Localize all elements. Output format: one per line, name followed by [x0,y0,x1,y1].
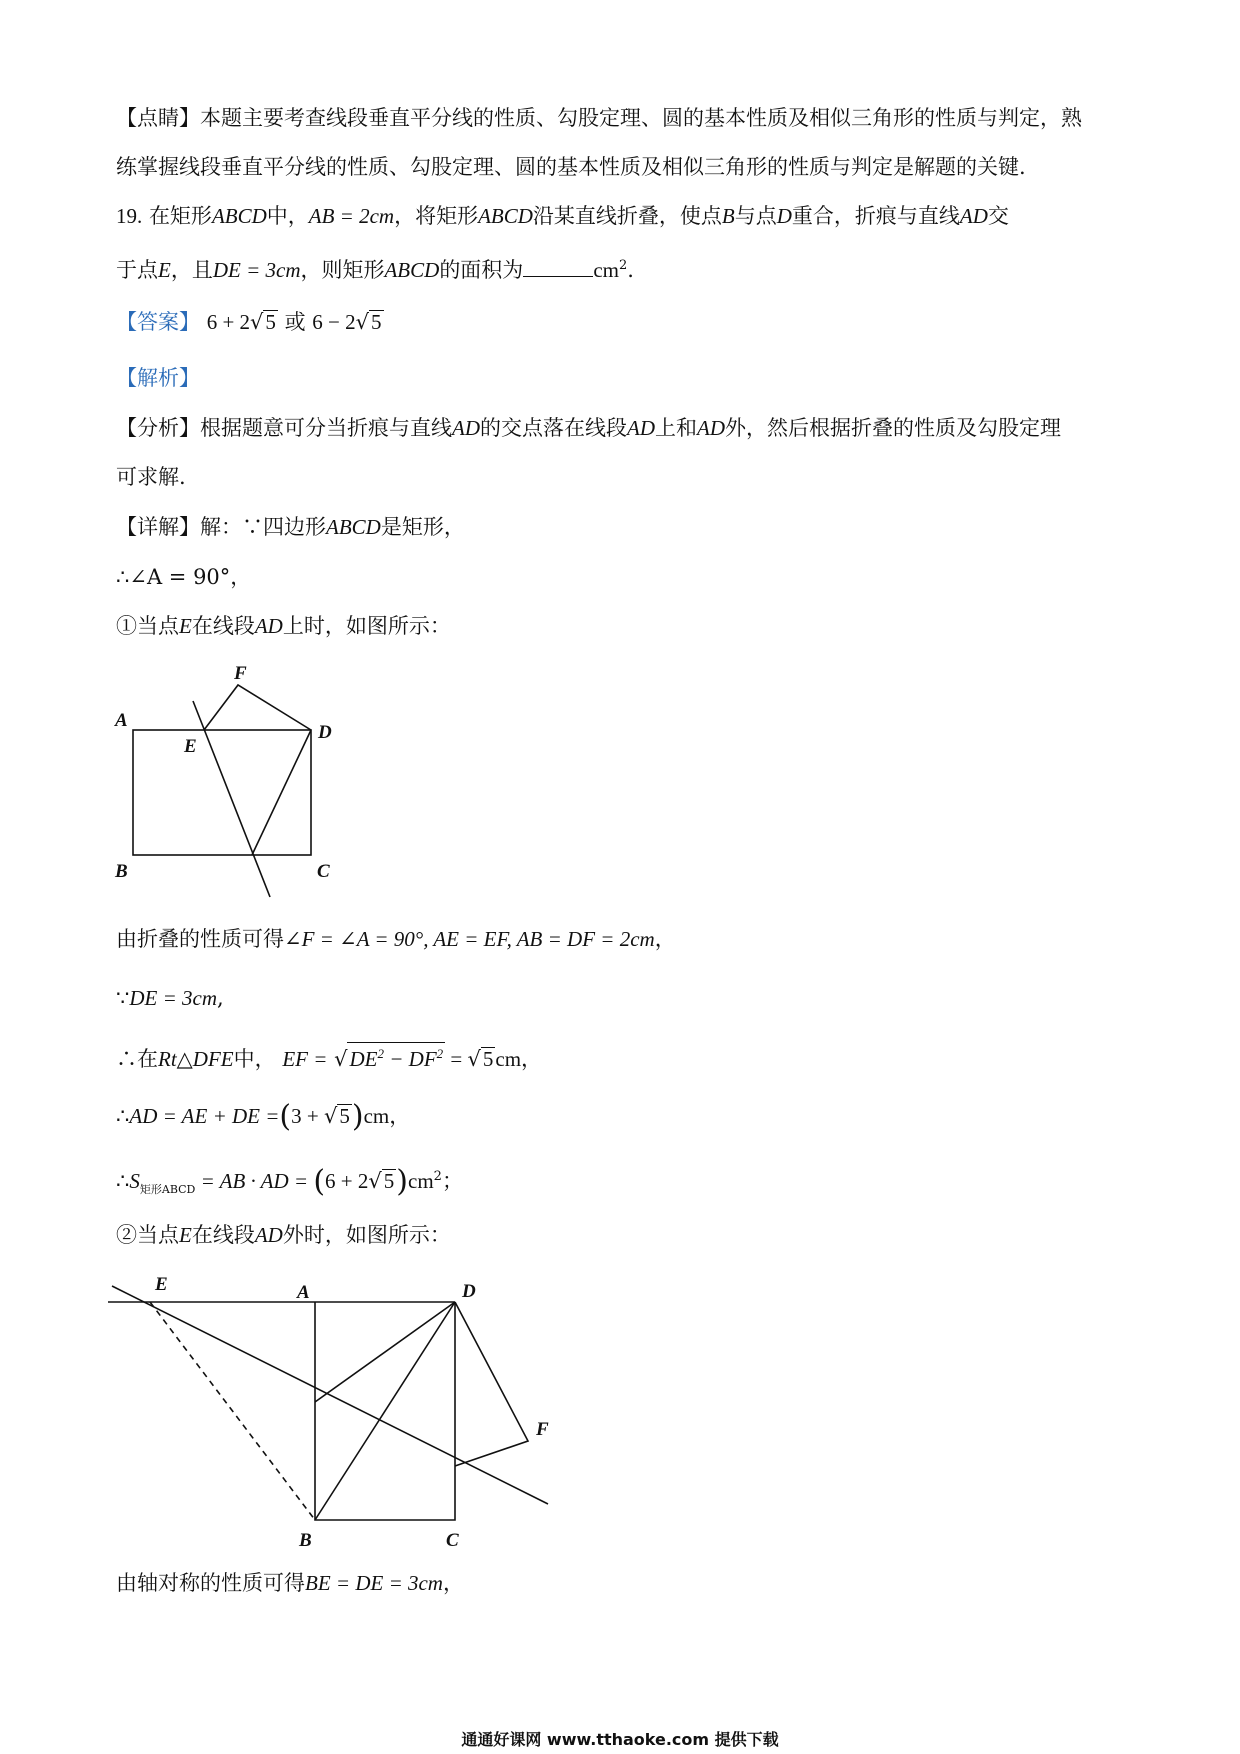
answer-blank [523,256,593,277]
area-math: = AB · AD = [195,1169,314,1193]
case-math: E [179,614,192,638]
fig2-label-B: B [299,1530,312,1551]
q19-text: ，将矩形 [394,204,479,228]
answer-line [116,307,384,337]
q19-text: . [627,258,634,282]
q19-math: B [721,204,735,228]
rt-eq: = [445,1047,468,1071]
page-footer: 通通好课网 www.tthaoke.com 提供下载 [461,1730,779,1749]
q19-text: ，且 [170,258,213,282]
fenxi-math: AD [697,416,725,440]
q19-text: 交 [987,204,1009,228]
answer-or: 或 [284,310,306,334]
superscript: 2 [436,1046,444,1061]
symmetry-text: 由轴对称的性质可得 [116,1571,305,1595]
case-2-line [116,1220,451,1250]
fig2-label-C: C [446,1530,459,1551]
rt-math: Rt△DFE [158,1047,234,1071]
superscript: 2 [618,258,628,273]
rt-line [116,1042,542,1074]
q19-text: 于点 [116,258,158,282]
radicand-part: DE [349,1047,378,1071]
fig2-label-D: D [462,1281,476,1302]
case-text: ①当点 [116,614,179,638]
de-text: ∵ [116,986,130,1010]
xiangjie-text: 是矩形， [380,515,465,539]
q19-math: DE = 3cm [212,258,301,282]
area-text: ； [441,1169,463,1193]
fig2-crease-line [112,1286,548,1504]
paren-open: ( [313,1164,326,1199]
fig1-label-C: C [317,861,330,882]
paren-open: ( [279,1099,292,1134]
q19-math: E [158,258,171,282]
fig1-rectangle [133,730,311,855]
area-text: ∴ [116,1169,130,1193]
case-math: AD [254,1223,283,1247]
q19-text: 沿某直线折叠，使点 [532,204,722,228]
rt-math: EF = [282,1047,328,1071]
radicand: 5 [482,1047,494,1071]
fenxi-tag: 【分析】 [116,416,200,440]
sqrt-icon: √ [323,1104,338,1128]
sqrt-icon: √ [250,310,264,334]
sqrt-icon: √ [355,310,370,334]
unit-cm: cm [593,258,619,282]
figure-1 [110,655,370,900]
case-text: 在线段 [191,614,255,638]
fig2-diagonal-BD [315,1302,455,1520]
answer-part-2: 6 − 2 [312,310,356,334]
dianjing-text-1: 本题主要考查线段垂直平分线的性质、勾股定理、圆的基本性质及相似三角形的性质与判定，熟 [200,106,1082,130]
fenxi-math: AD [627,416,655,440]
q19-text: ，则矩形 [300,258,385,282]
sqrt-icon: √ [368,1169,382,1193]
rt-text: ∴在 [116,1047,158,1071]
paren-close: ) [351,1099,364,1134]
ad-unit: cm， [363,1104,411,1128]
subscript: 矩形ABCD [139,1183,196,1196]
radicand: 5 [265,310,276,334]
fig1-label-A: A [115,710,128,731]
fenxi-text: 根据题意可分当折痕与直线 [200,416,452,440]
radicand: 5 [383,1169,395,1193]
xiangjie-tag: 【详解】 [116,515,200,539]
fenxi-text: 上和 [655,416,697,440]
dianjing-text-2: 练掌握线段垂直平分线的性质、勾股定理、圆的基本性质及相似三角形的性质与判定是解题的关键. [116,155,1026,179]
rt-unit: cm， [495,1047,543,1071]
question-19-line-1 [116,201,1009,231]
question-number: 19. [116,204,143,228]
answer-tag: 【答案】 [116,310,200,334]
dianjing-tag: 【点睛】 [116,106,200,130]
fenxi-math: AD [452,416,480,440]
dianjing-line-1 [116,103,1082,133]
area-math: S [129,1169,140,1193]
q19-math: D [776,204,792,228]
superscript: 2 [433,1169,442,1184]
symmetry-line [116,1568,464,1598]
radicand-part: − DF [383,1047,437,1071]
answer-part-1: 6 + 2 [206,310,251,334]
fenxi-text: 外，然后根据折叠的性质及勾股定理 [725,416,1061,440]
case-text: 外时，如图所示： [282,1223,451,1247]
xiangjie-text: 解：∵四边形 [200,515,326,539]
q19-text: 中， [266,204,309,228]
dianjing-line-2 [116,152,1026,182]
xiangjie-line-1 [116,512,465,542]
case-math: AD [254,614,283,638]
q19-text: 重合，折痕与直线 [791,204,960,228]
fold-text: ， [654,927,676,951]
ad-math: AD = AE + DE = [129,1104,280,1128]
sqrt-icon: √ [334,1047,348,1071]
q19-math: ABCD [384,258,440,282]
xiangjie-math: ABCD [326,515,381,539]
fig1-folded-edges [204,685,311,730]
de-line [116,983,224,1013]
de-math: DE = 3cm [129,986,218,1010]
fig2-label-E: E [155,1274,168,1295]
q19-math: AB = 2cm [308,204,395,228]
q19-text: 与点 [734,204,777,228]
fold-text: 由折叠的性质可得 [116,927,284,951]
ad-text: ∴ [116,1104,130,1128]
figure-2 [108,1268,578,1558]
area-unit: cm [408,1169,434,1193]
radicand: 5 [371,310,382,334]
fig1-label-F: F [234,663,247,684]
symmetry-text: ， [442,1571,464,1595]
jiexi-tag: 【解析】 [116,366,200,390]
fig2-dashed-BE [150,1302,315,1520]
symmetry-math: BE = DE = 3cm [305,1571,443,1595]
case-math: E [179,1223,192,1247]
case-text: 上时，如图所示： [282,614,451,638]
case-text: ②当点 [116,1223,179,1247]
q19-math: ABCD [478,204,533,228]
area-line [116,1162,463,1205]
fenxi-line-1 [116,413,1061,443]
xiangjie-line-2: ∴∠A = 90°， [116,565,252,589]
superscript: 2 [377,1046,384,1061]
question-19-line-2 [116,251,634,285]
sqrt-icon: √ [467,1047,481,1071]
case-1-line [116,611,451,641]
area-math: 6 + 2 [325,1169,369,1193]
fold-line [116,924,676,954]
fig1-label-E: E [184,736,197,757]
fold-math: ∠F = ∠A = 90°, AE = EF, AB = DF = 2cm [284,927,655,951]
radicand [347,1042,445,1070]
radicand: 5 [339,1104,350,1128]
fig2-line-to-D [315,1302,455,1402]
q19-text: 在矩形 [148,204,212,228]
ad-math: 3 + [291,1104,324,1128]
fig1-label-D: D [318,722,332,743]
fig2-label-F: F [536,1419,549,1440]
ad-line [116,1101,410,1132]
paren-close: ) [396,1164,408,1199]
fig2-folded-edges [455,1302,528,1466]
case-text: 在线段 [191,1223,255,1247]
q19-text: 的面积为 [439,258,524,282]
fenxi-text: 的交点落在线段 [480,416,627,440]
fenxi-line-2: 可求解. [116,465,186,489]
de-text: , [217,986,224,1010]
fig1-label-B: B [115,861,128,882]
fig1-fold-line [252,730,311,855]
fig2-label-A: A [297,1282,310,1303]
rt-text: 中， [233,1047,276,1071]
q19-math: AD [959,204,988,228]
q19-math: ABCD [211,204,267,228]
